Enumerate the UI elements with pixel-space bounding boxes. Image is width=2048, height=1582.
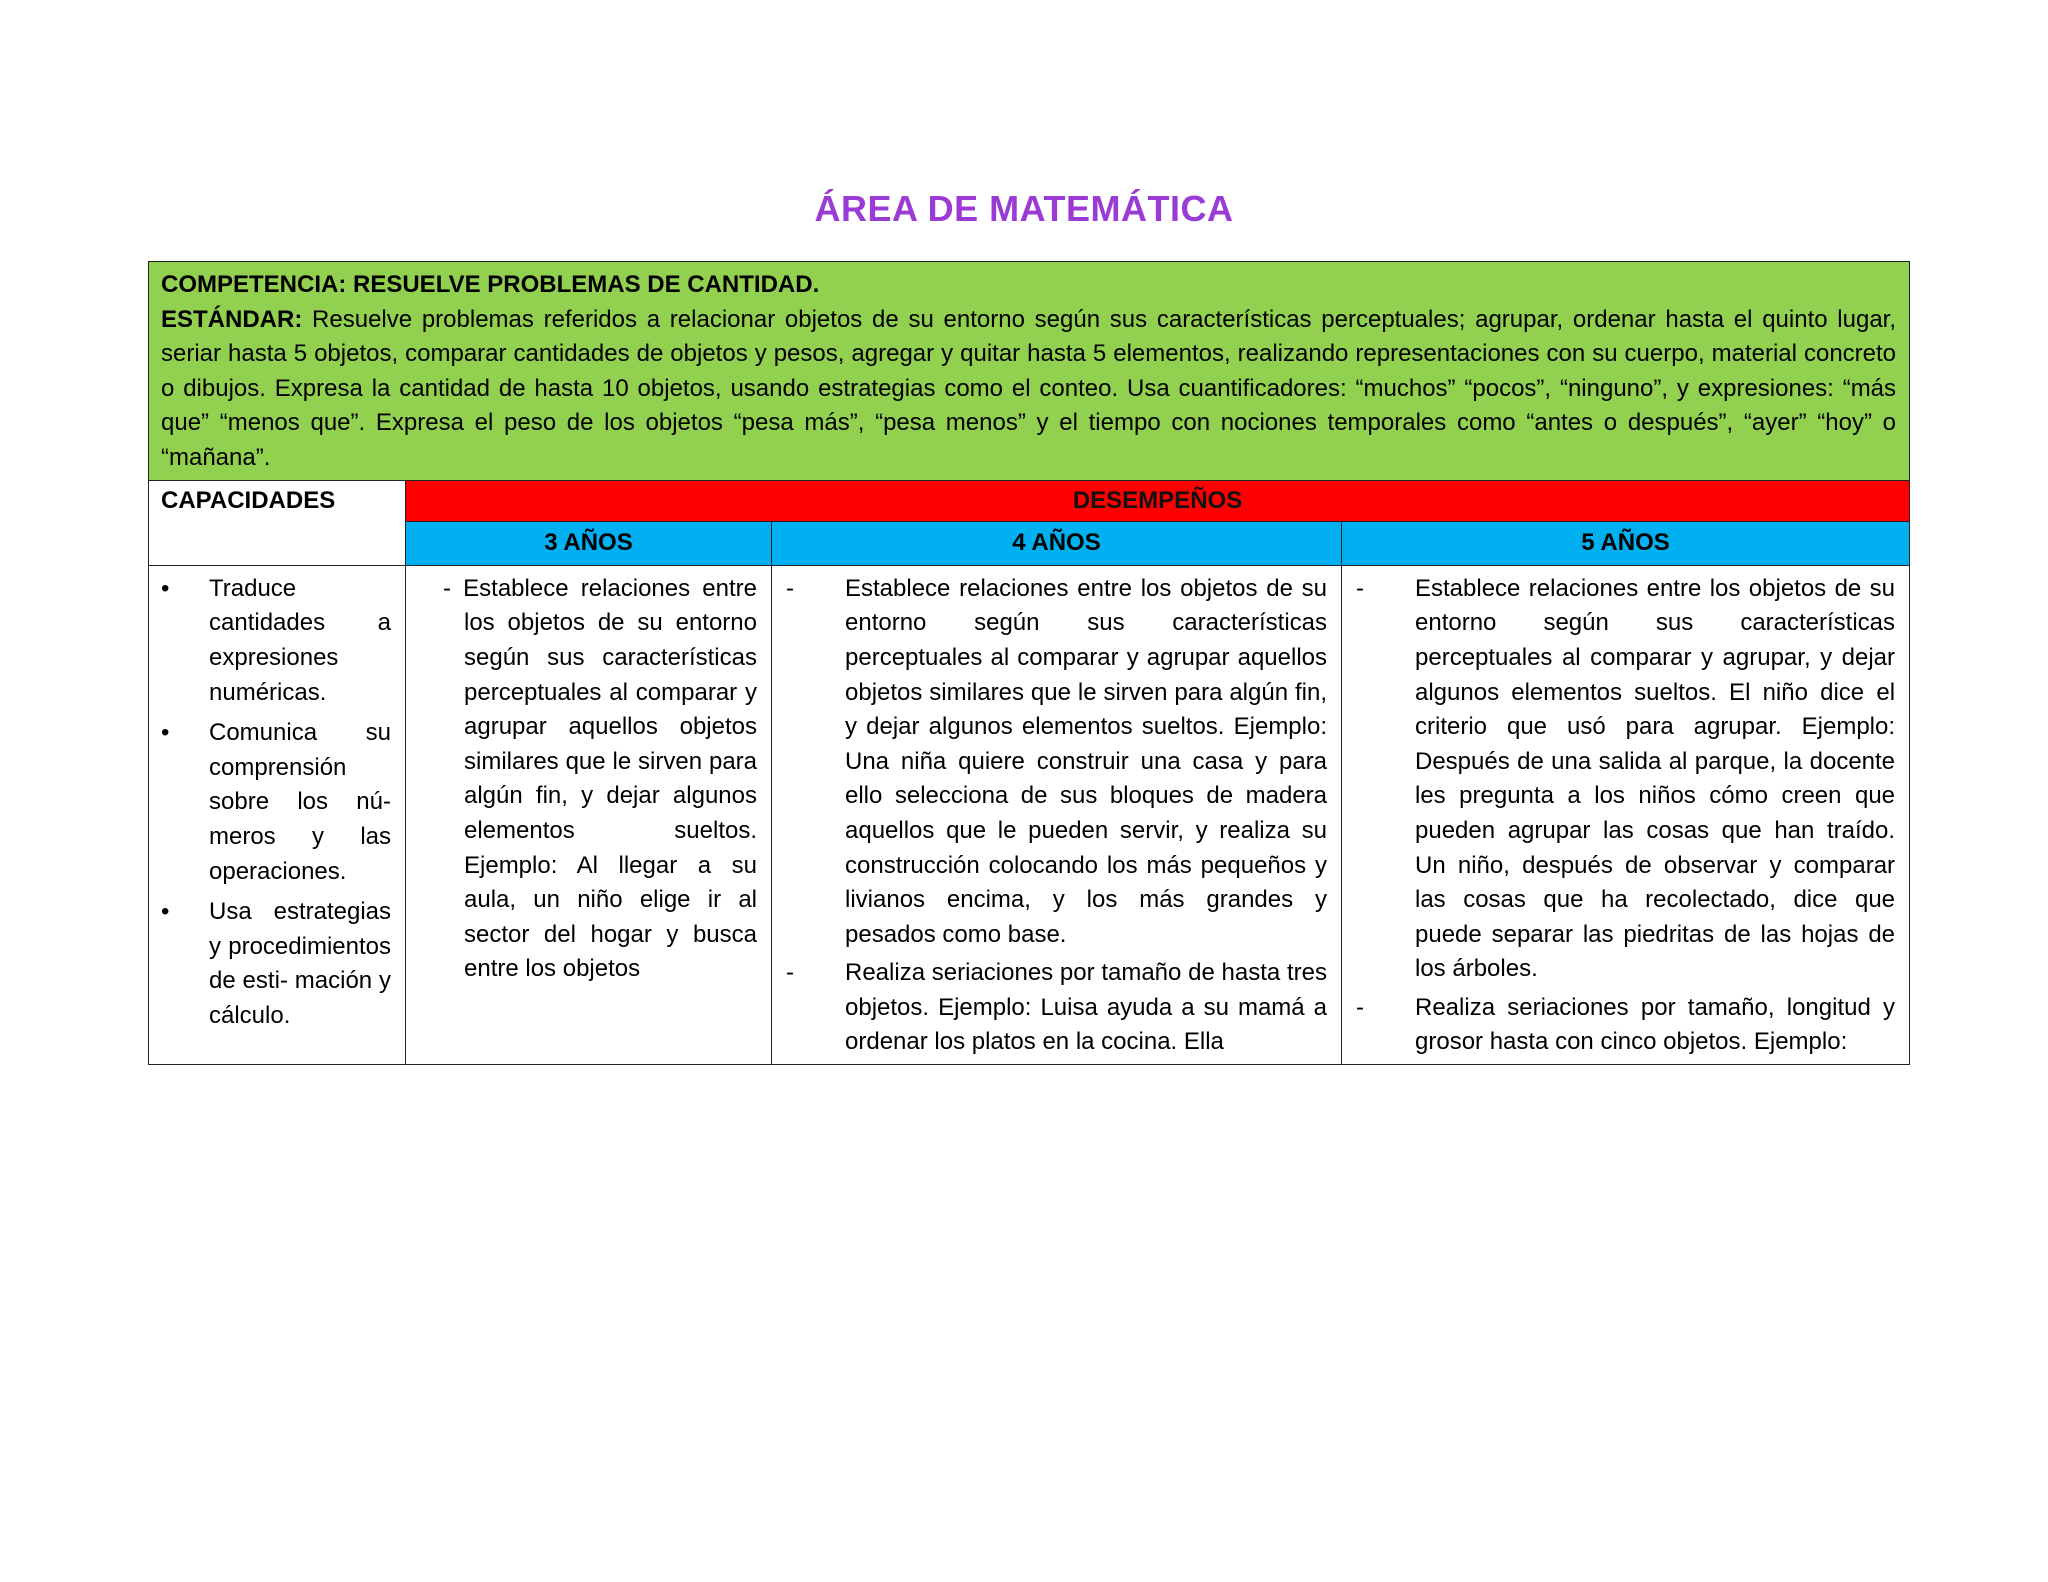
- capacidades-header: CAPACIDADES: [149, 480, 406, 565]
- dash-marker: -: [786, 574, 794, 602]
- age-header-4: 4 AÑOS: [772, 522, 1342, 566]
- estandar-text: Resuelve problemas referidos a relacionar objetos de su entorno según sus características perceptuales; agrupar, ordenar hasta el quinto lugar, seriar hasta 5 objetos, comparar cantidades de objetos y pesos, agregar y quitar hasta 5 elementos, realizando representaciones con su cuerpo, material concreto o dibujos. Expresa la cantidad de hasta 10 objetos, usando estrategias como el conteo. Usa cuantificadores: “muchos” “pocos”, “ninguno”, y expresiones: “más que” “menos que”. Expresa el peso de los objetos “pesa más”, “pesa menos” y el tiempo con nociones temporales como “antes o después”, “ayer” “hoy” o “mañana”.: [161, 305, 1897, 471]
- bullet-icon: •: [161, 574, 170, 602]
- page-title: ÁREA DE MATEMÁTICA: [814, 188, 1234, 229]
- desempeno-item: - Establece relaciones entre los objetos de su entorno según sus características perceptuales al comparar y agrupar, y dejar algunos elementos sueltos. El niño dice el criterio que usó para agrupar. Ejemplo: Después de una salida al parque, la docente les pregunta a los niños cómo creen que pueden agrupar las cosas que han traído. Un niño, después de observar y comparar las cosas que ha recolectado, dice que puede separar las piedritas de las hojas de los árboles.: [1354, 572, 1895, 987]
- desempeno-item: - Realiza seriaciones por tamaño de hasta tres objetos. Ejemplo: Luisa ayuda a su mamá a ordenar los platos en la cocina. Ella: [784, 956, 1327, 1060]
- dash-marker: -: [1356, 993, 1364, 1021]
- header-row: [149, 480, 1910, 522]
- estandar-label: ESTÁNDAR:: [161, 305, 303, 333]
- capacidad-item: • Traduce cantidades a expresiones numéricas.: [161, 572, 391, 710]
- capacidades-cell: [149, 565, 406, 1064]
- ages-row: [149, 522, 1910, 566]
- desempeno-item: - Establece relaciones entre los objetos de su entorno según sus características perceptuales al comparar y agrupar aquellos objetos similares que le sirven para algún fin, y dejar algunos elementos sueltos. Ejemplo: Una niña quiere construir una casa y para ello selecciona de sus bloques de madera aquellos que le pueden servir, y realiza su construcción colocando los más pequeños y livianos encima, y los más grandes y pesados como base.: [784, 572, 1327, 953]
- desempenos-header: DESEMPEÑOS: [406, 480, 1910, 522]
- age-header-5: 5 AÑOS: [1342, 522, 1910, 566]
- bullet-icon: •: [161, 898, 170, 926]
- bullet-icon: •: [161, 719, 170, 747]
- dash-marker: -: [786, 959, 794, 987]
- capacidades-list: [149, 566, 405, 1034]
- competencia-label: COMPETENCIA: RESUELVE PROBLEMAS DE CANTIDAD.: [161, 271, 820, 298]
- content-row: [149, 565, 1910, 1064]
- capacidad-item: • Usa estrategias y procedimientos de esti- mación y cálculo.: [161, 895, 391, 1033]
- competencia-cell: [149, 262, 1910, 481]
- competencia-row: [149, 262, 1910, 481]
- desempenos-3-cell: [406, 565, 772, 1064]
- desempenos-4-cell: [772, 565, 1342, 1064]
- desempeno-item: - Establece relaciones entre los objetos de su entorno según sus características perceptuales al comparar y agrupar aquellos objetos similares que le sirven para algún fin, y dejar algunos elementos sueltos. Ejemplo: Al llegar a su aula, un niño elige ir al sector del hogar y busca entre los objetos: [443, 574, 757, 983]
- desempenos-5-cell: [1342, 565, 1910, 1064]
- curriculum-table: [148, 261, 1910, 1065]
- estandar-paragraph: [161, 303, 1896, 476]
- age-header-3: 3 AÑOS: [406, 522, 772, 566]
- desempeno-item: - Realiza seriaciones por tamaño, longitud y grosor hasta con cinco objetos. Ejemplo:: [1354, 991, 1895, 1060]
- capacidad-item: • Comunica su comprensión sobre los nú- meros y las operaciones.: [161, 716, 391, 889]
- dash-marker: -: [1356, 574, 1364, 602]
